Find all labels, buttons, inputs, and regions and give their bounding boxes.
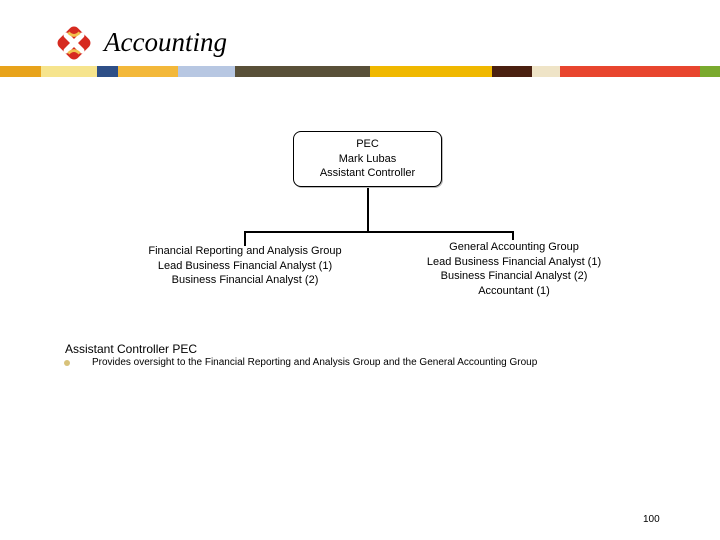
org-node-line: Business Financial Analyst (2) [171,274,319,286]
notes-heading: Assistant Controller PEC [65,342,198,356]
org-node-line: Lead Business Financial Analyst (1) [157,259,333,272]
org-node-line: Financial Reporting and Analysis Group [148,245,342,257]
org-node-line: Lead Business Financial Analyst (1) [426,255,602,268]
org-node-line: Business Financial Analyst (2) [440,270,588,282]
org-node-line: Assistant Controller [319,167,416,179]
org-node-general-accounting-group [394,240,634,298]
org-node-financial-reporting-group [120,244,370,288]
page-title: Accounting [104,27,227,57]
org-node-line: Mark Lubas [338,152,397,165]
org-node-line: PEC [356,138,379,150]
org-node-line: Accountant (1) [478,284,550,297]
notes-bullet: Provides oversight to the Financial Reporting and Analysis Group and the General Accounting Group [92,357,538,368]
page-number: 100 [643,514,660,525]
bullet-dot-icon [64,360,70,366]
org-node-line: General Accounting Group [449,241,579,253]
org-node-assistant-controller-label [293,137,442,181]
